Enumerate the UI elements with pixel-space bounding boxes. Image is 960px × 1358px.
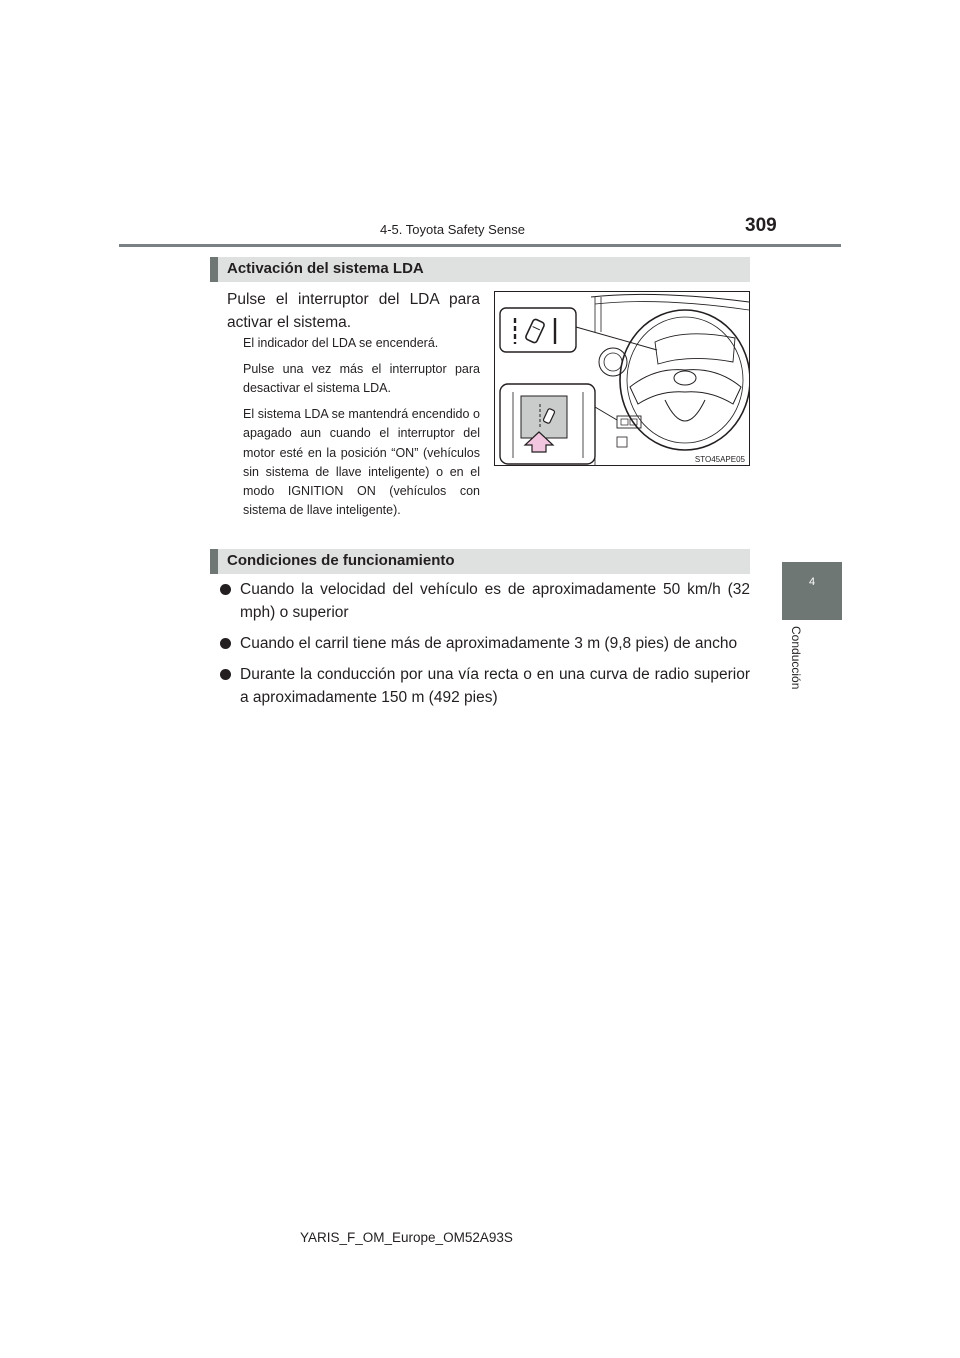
header-divider (119, 244, 841, 247)
activation-note-1: El indicador del LDA se encenderá. (243, 336, 439, 350)
list-item-text: Cuando el carril tiene más de aproximadamente 3 m (9,8 pies) de ancho (240, 635, 738, 652)
list-item (210, 578, 750, 624)
section-heading-activation (210, 257, 750, 282)
activation-note-2: Pulse una vez más el interruptor para desactivar el sistema LDA. (243, 362, 480, 396)
document-code: YARIS_F_OM_Europe_OM52A93S (300, 1230, 513, 1245)
list-item (210, 632, 750, 655)
list-item-text: Durante la conducción por una vía recta o en una curva de radio superior a aproximadamente 150 m (492 pies) (240, 666, 750, 706)
section-heading-conditions (210, 549, 750, 574)
figure-code: STO45APE05 (694, 455, 745, 464)
chapter-number: 4 (808, 576, 816, 588)
activation-note-3: El sistema LDA se mantendrá encendido o apagado aun cuando el interruptor del motor esté en la posición “ON” (vehículos sin sistema de llave inteligente) o en el modo IGNITION ON (vehículos con sistema de llave inteligente). (243, 407, 480, 518)
lda-switch-illustration (494, 291, 750, 466)
activation-instruction: Pulse el interruptor del LDA para activar el sistema. (227, 291, 480, 331)
conditions-list (210, 578, 750, 717)
bullet-icon (220, 638, 231, 649)
page-number: 309 (745, 215, 777, 236)
list-item (210, 663, 750, 709)
chapter-tab-label-box (782, 620, 842, 740)
bullet-icon (220, 669, 231, 680)
bullet-icon (220, 584, 231, 595)
chapter-label: Conducción (789, 626, 803, 690)
chapter-tab (782, 562, 842, 620)
list-item-text: Cuando la velocidad del vehículo es de aproximadamente 50 km/h (32 mph) o superior (240, 581, 750, 621)
section-heading-text: Activación del sistema LDA (227, 260, 424, 277)
running-header-section: 4-5. Toyota Safety Sense (380, 222, 526, 237)
section-heading-text: Condiciones de funcionamiento (227, 552, 455, 569)
